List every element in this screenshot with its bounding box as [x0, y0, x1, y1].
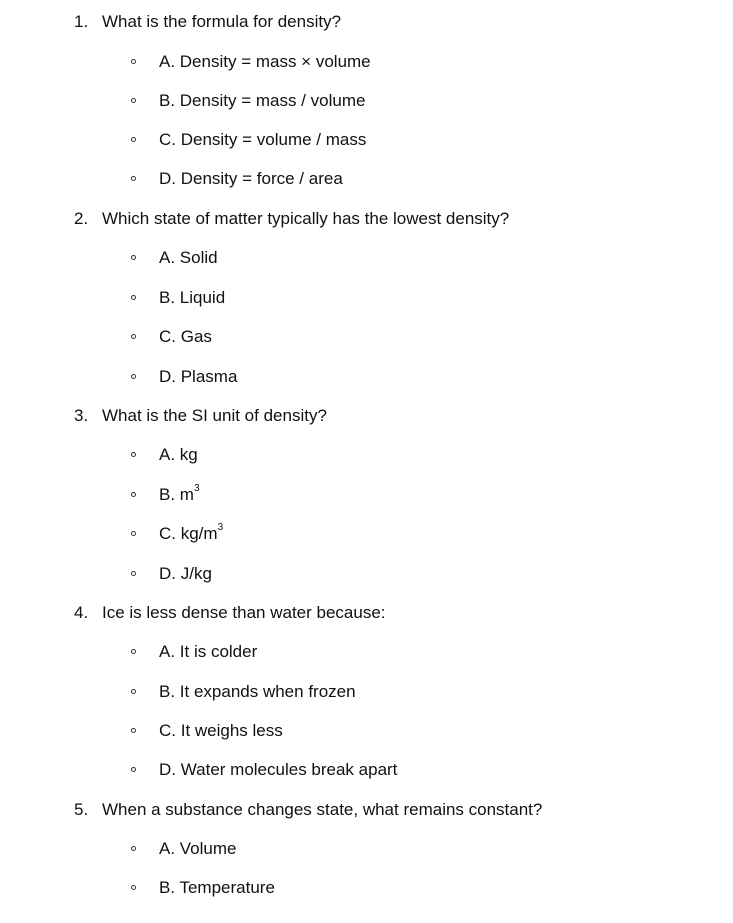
option-text: B. Temperature	[159, 878, 275, 897]
hollow-circle-bullet-icon	[131, 137, 136, 142]
hollow-circle-bullet-icon	[131, 492, 136, 497]
option-text: A. It is colder	[159, 642, 258, 661]
hollow-circle-bullet-icon	[131, 176, 136, 181]
question-text: When a substance changes state, what remains constant?	[102, 800, 543, 819]
hollow-circle-bullet-icon	[131, 728, 136, 733]
superscript: 3	[193, 483, 200, 495]
option-text: C. It weighs less	[159, 721, 283, 740]
question-text: What is the formula for density?	[102, 12, 342, 31]
option-text: C. $kg/m^3$	[159, 522, 224, 543]
option-text: D. J/kg	[159, 564, 212, 583]
hollow-circle-bullet-icon	[131, 531, 136, 536]
hollow-circle-bullet-icon	[131, 334, 136, 339]
option-text: B. It expands when frozen	[159, 682, 356, 701]
question-number: 1.	[74, 12, 89, 31]
hollow-circle-bullet-icon	[131, 452, 136, 457]
option-text: B. Liquid	[159, 288, 226, 307]
option-text: A. Volume	[159, 839, 237, 858]
question-text: Ice is less dense than water because:	[102, 603, 386, 622]
option-text: C. Density = volume / mass	[159, 130, 367, 149]
question-number: 4.	[74, 603, 89, 622]
question-number: 3.	[74, 406, 89, 425]
hollow-circle-bullet-icon	[131, 885, 136, 890]
option-text: B. Density = mass / volume	[159, 91, 366, 110]
hollow-circle-bullet-icon	[131, 295, 136, 300]
option-text: D. Plasma	[159, 367, 238, 386]
option-text: C. Gas	[159, 327, 212, 346]
option-text: D. Water molecules break apart	[159, 760, 398, 779]
question-number: 5.	[74, 800, 89, 819]
question-text: Which state of matter typically has the lowest density?	[102, 209, 510, 228]
option-text: D. Density = force / area	[159, 169, 343, 188]
question-number: 2.	[74, 209, 89, 228]
option-text: A. Density = mass × volume	[159, 52, 371, 71]
hollow-circle-bullet-icon	[131, 689, 136, 694]
option-text: A. Solid	[159, 248, 218, 267]
hollow-circle-bullet-icon	[131, 649, 136, 654]
superscript: 3	[217, 522, 224, 534]
hollow-circle-bullet-icon	[131, 98, 136, 103]
hollow-circle-bullet-icon	[131, 59, 136, 64]
option-text: A. kg	[159, 445, 198, 464]
hollow-circle-bullet-icon	[131, 846, 136, 851]
hollow-circle-bullet-icon	[131, 255, 136, 260]
option-text: B. $m^3$	[159, 483, 200, 504]
hollow-circle-bullet-icon	[131, 571, 136, 576]
hollow-circle-bullet-icon	[131, 767, 136, 772]
question-text: What is the SI unit of density?	[102, 406, 327, 425]
hollow-circle-bullet-icon	[131, 374, 136, 379]
